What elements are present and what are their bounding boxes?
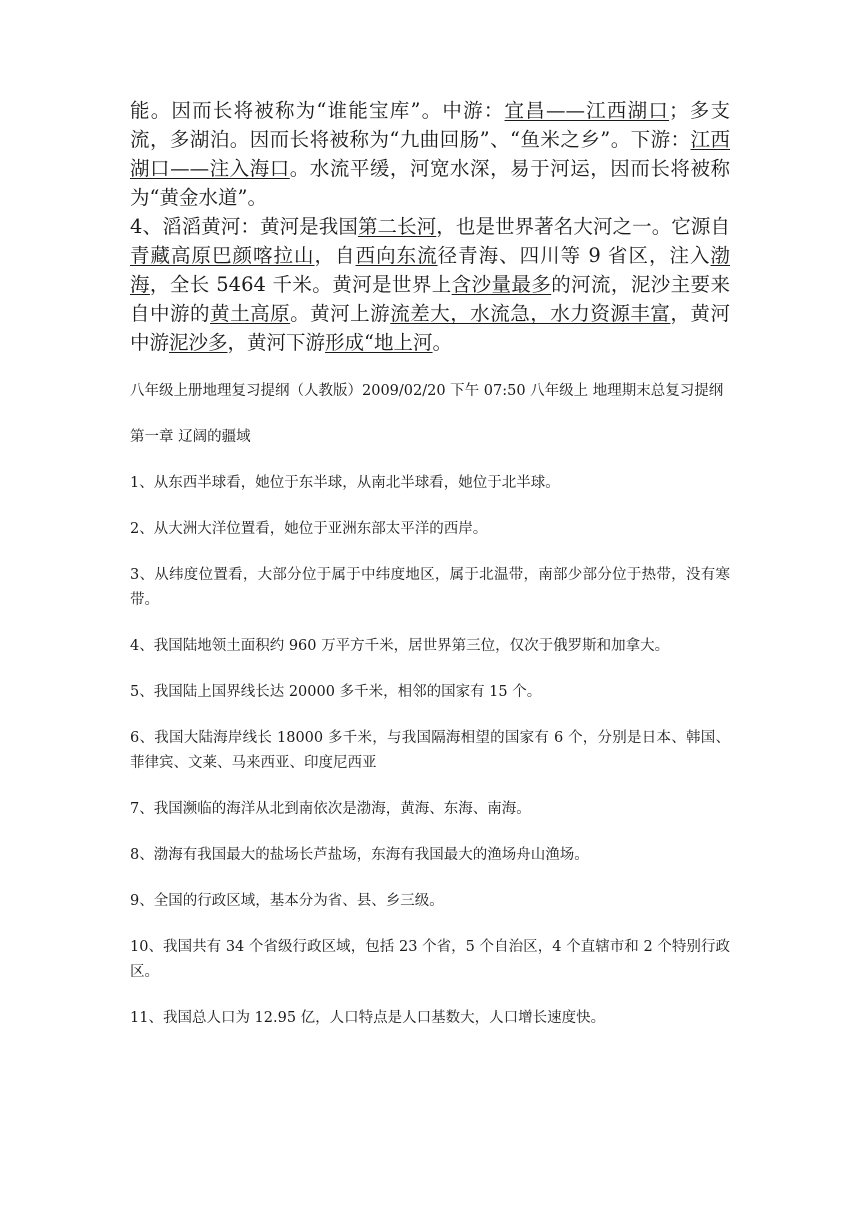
yangtze-paragraph bbox=[130, 96, 730, 212]
underlined-term: 泥沙多 bbox=[169, 331, 228, 354]
text-run: ；多支流，多湖泊。因而长将被称为“九曲回肠”、“鱼米之乡”。下游： bbox=[130, 99, 730, 151]
text-run: 径青海、四川等 9 省区，注入 bbox=[437, 244, 711, 267]
text-run: ，全长 5464 千米。黄河是世界上 bbox=[149, 273, 452, 296]
list-item: 9、全国的行政区域，基本分为省、县、乡三级。 bbox=[130, 893, 444, 909]
underlined-term: 形成“地上河 bbox=[325, 331, 433, 354]
list-item: 11、我国总人口为 12.95 亿，人口特点是人口基数大，人口增长速度快。 bbox=[130, 1010, 606, 1026]
text-run: 4、滔滔黄河：黄河是我国 bbox=[130, 215, 358, 238]
text-run: 能。因而长将被称为“谁能宝库”。中游： bbox=[130, 99, 505, 122]
text-run: ，也是世界著名大河之一。它源自 bbox=[436, 215, 730, 238]
text-run: 。 bbox=[432, 331, 453, 354]
underlined-term: 西向东流 bbox=[355, 244, 438, 267]
underlined-term: 渤海 bbox=[130, 244, 730, 296]
list-item: 5、我国陆上国界线长达 20000 多千米，相邻的国家有 15 个。 bbox=[130, 684, 542, 700]
text-run: ，自 bbox=[314, 244, 356, 267]
underlined-term: 流差大，水流急，水力资源丰富 bbox=[390, 302, 671, 325]
chapter-title: 第一章 辽阔的疆域 bbox=[130, 429, 251, 445]
list-item: 3、从纬度位置看，大部分位于属于中纬度地区，属于北温带，南部少部分位于热带，没有寒带。 bbox=[130, 567, 730, 608]
underlined-term: 宜昌——江西湖口 bbox=[504, 99, 670, 122]
text-run: 的河流，泥沙主要来自中游的 bbox=[130, 273, 730, 325]
list-item: 1、从东西半球看，她位于东半球，从南北半球看，她位于北半球。 bbox=[130, 475, 560, 491]
outline-header: 八年级上册地理复习提纲（人教版）2009/02/20 下午 07:50 八年级上 地理期末总复习提纲 bbox=[130, 383, 724, 399]
list-item: 6、我国大陆海岸线长 18000 多千米，与我国隔海相望的国家有 6 个，分别是日本、韩国、菲律宾、文莱、马来西亚、印度尼西亚 bbox=[130, 730, 730, 771]
yellow-river-paragraph bbox=[130, 212, 730, 357]
outline-section bbox=[130, 379, 730, 1031]
text-run: 。黄河上游 bbox=[290, 302, 391, 325]
document-page bbox=[130, 96, 730, 1052]
text-run: 。水流平缓，河宽水深，易于河运，因而长将被称为“黄金水道”。 bbox=[130, 157, 730, 209]
text-run: ，黄河下游 bbox=[227, 331, 326, 354]
lead-section bbox=[130, 96, 730, 357]
underlined-term: 含沙量最多 bbox=[451, 273, 552, 296]
list-item: 7、我国濒临的海洋从北到南依次是渤海，黄海、东海、南海。 bbox=[130, 801, 531, 817]
list-item: 10、我国共有 34 个省级行政区域，包括 23 个省，5 个自治区，4 个直辖市和 2 个特别行政区。 bbox=[130, 939, 730, 980]
underlined-term: 江西湖口——注入海口 bbox=[130, 128, 730, 180]
list-item: 4、我国陆地领土面积约 960 万平方千米，居世界第三位，仅次于俄罗斯和加拿大。 bbox=[130, 638, 670, 654]
underlined-term: 青藏高原巴颜喀拉山 bbox=[130, 244, 315, 267]
list-item: 8、渤海有我国最大的盐场长芦盐场，东海有我国最大的渔场舟山渔场。 bbox=[130, 847, 589, 863]
underlined-term: 黄土高原 bbox=[210, 302, 291, 325]
underlined-term: 第二长河 bbox=[357, 215, 437, 238]
list-item: 2、从大洲大洋位置看，她位于亚洲东部太平洋的西岸。 bbox=[130, 521, 488, 537]
text-run: ，黄河中游 bbox=[130, 302, 730, 354]
